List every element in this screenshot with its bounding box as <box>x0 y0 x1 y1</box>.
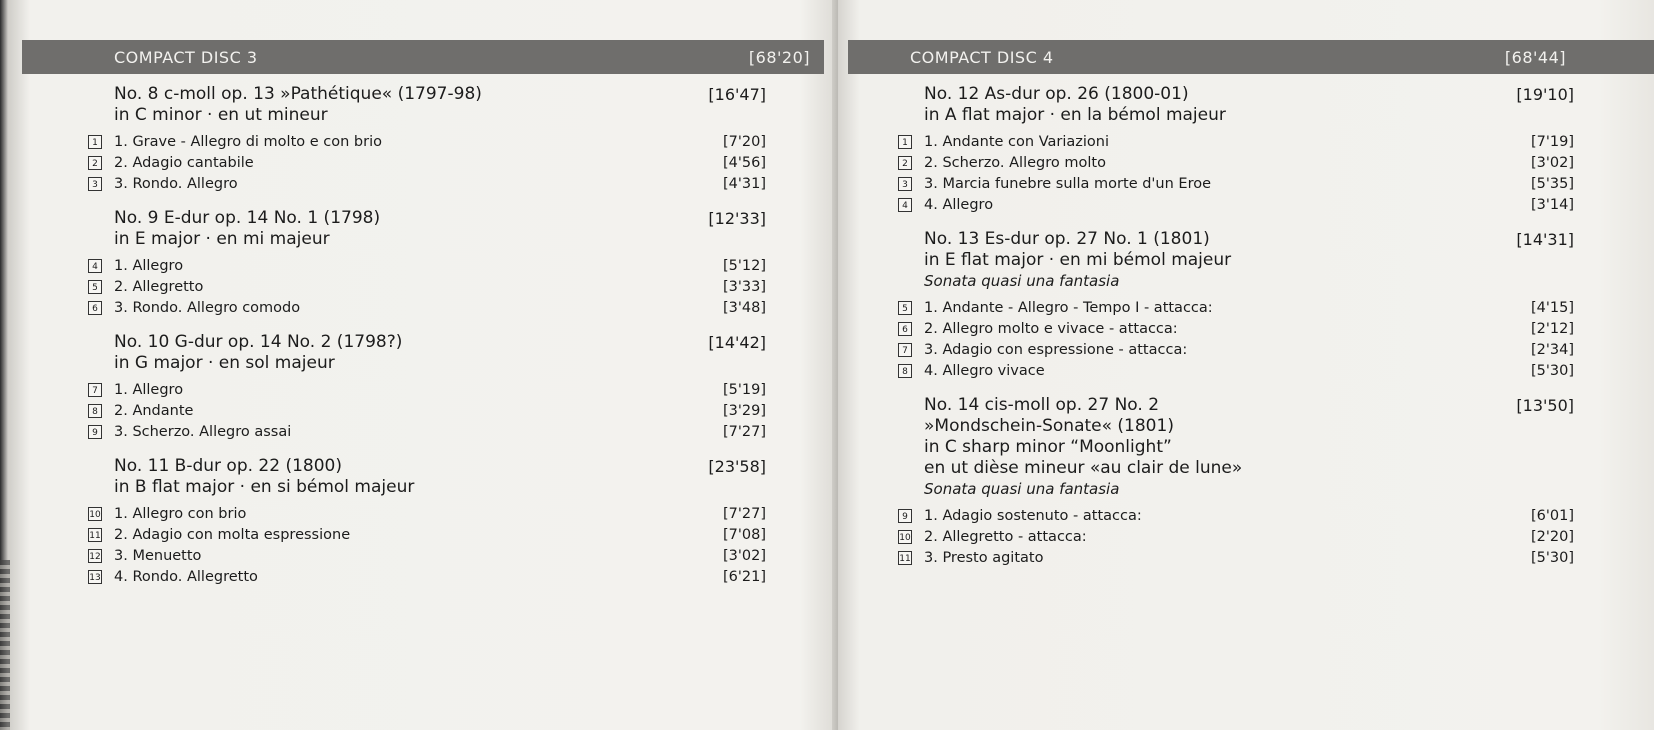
movement-row <box>92 379 766 400</box>
movement-duration: [2'12] <box>1531 320 1574 337</box>
sonata-title-line: No. 10 G-dur op. 14 No. 2 (1798?) <box>114 332 403 352</box>
movement-duration: [3'02] <box>1531 154 1574 171</box>
disc-header-band <box>22 40 824 74</box>
movement-duration: [3'33] <box>723 278 766 295</box>
movement-row <box>89 545 766 566</box>
movement-duration: [2'34] <box>1531 341 1574 358</box>
movement-row <box>92 297 766 318</box>
movement-row <box>902 131 1574 152</box>
sonata-heading <box>924 84 1574 126</box>
movement-title: 1. Allegro <box>114 257 184 274</box>
movement-row <box>902 360 1574 381</box>
movement-row <box>92 152 766 173</box>
track-number-box: 4 <box>898 198 912 212</box>
movement-duration: [6'21] <box>723 568 766 585</box>
track-number-box: 9 <box>898 509 912 523</box>
movement-duration: [7'27] <box>723 423 766 440</box>
movement-row <box>92 255 766 276</box>
sonata-duration: [13'50] <box>1516 396 1574 415</box>
sonata-title-line: in E flat major · en mi bémol majeur <box>924 250 1232 270</box>
track-number-box: 7 <box>898 343 912 357</box>
disc-label: COMPACT DISC 3 <box>114 47 258 67</box>
sonata-title <box>114 456 414 498</box>
track-number-box: 4 <box>88 259 102 273</box>
track-number-box: 7 <box>88 383 102 397</box>
movement-row <box>92 131 766 152</box>
movement-row <box>902 297 1574 318</box>
sonata-title <box>114 208 380 250</box>
movement-duration: [3'29] <box>723 402 766 419</box>
track-number-box: 2 <box>898 156 912 170</box>
sonata-entry <box>902 229 1574 381</box>
sonata-title-line: No. 12 As-dur op. 26 (1800-01) <box>924 84 1189 104</box>
sonata-title <box>924 395 1242 500</box>
sonata-title <box>114 84 482 126</box>
movement-duration: [7'19] <box>1531 133 1574 150</box>
track-number-box: 5 <box>88 280 102 294</box>
sonata-duration: [14'42] <box>708 333 766 352</box>
movement-title: 3. Presto agitato <box>924 549 1044 566</box>
movement-title: 1. Grave - Allegro di molto e con brio <box>114 133 382 150</box>
sonata-title-line: No. 11 B-dur op. 22 (1800) <box>114 456 342 476</box>
track-number-box: 8 <box>88 404 102 418</box>
sonata-title-line: in B flat major · en si bémol majeur <box>114 477 415 497</box>
disc-header-band <box>848 40 1654 74</box>
movement-list <box>89 503 766 587</box>
movement-title: 4. Rondo. Allegretto <box>114 568 258 585</box>
movement-title: 1. Andante con Variazioni <box>924 133 1109 150</box>
sonata-heading <box>114 208 766 250</box>
right-page <box>838 0 1654 730</box>
movement-list <box>92 379 766 442</box>
disc-duration: [68'20] <box>748 47 810 67</box>
sonata-title-line: in E major · en mi majeur <box>114 229 330 249</box>
movement-row <box>902 173 1574 194</box>
movement-row <box>89 524 766 545</box>
sonata-title-line: No. 14 cis-moll op. 27 No. 2 <box>924 395 1160 415</box>
track-number-box: 6 <box>88 301 102 315</box>
movement-duration: [3'02] <box>723 547 766 564</box>
movement-row <box>902 505 1574 526</box>
track-number-box: 3 <box>898 177 912 191</box>
sonata-subtitle: Sonata quasi una fantasia <box>924 272 1120 290</box>
movement-title: 1. Allegro con brio <box>114 505 247 522</box>
movement-title: 3. Scherzo. Allegro assai <box>114 423 292 440</box>
sonata-title-line: in G major · en sol majeur <box>114 353 335 373</box>
movement-title: 1. Andante - Allegro - Tempo I - attacca: <box>924 299 1213 316</box>
movement-title: 3. Menuetto <box>114 547 202 564</box>
track-number-box: 13 <box>88 570 102 584</box>
movement-duration: [5'19] <box>723 381 766 398</box>
movement-duration: [7'27] <box>723 505 766 522</box>
sonata-heading <box>114 84 766 126</box>
sonata-title-line: in C sharp minor “Moonlight” <box>924 437 1172 457</box>
movement-row <box>902 152 1574 173</box>
sonata-title-line: No. 13 Es-dur op. 27 No. 1 (1801) <box>924 229 1210 249</box>
disc-label: COMPACT DISC 4 <box>910 47 1054 67</box>
movement-duration: [3'14] <box>1531 196 1574 213</box>
movement-title: 2. Allegro molto e vivace - attacca: <box>924 320 1178 337</box>
sonata-entry <box>92 208 766 318</box>
sonata-entry <box>899 395 1574 568</box>
sonata-title-line: in C minor · en ut mineur <box>114 105 328 125</box>
movement-duration: [5'30] <box>1531 549 1574 566</box>
tracklist <box>89 84 766 601</box>
movement-title: 4. Allegro <box>924 196 994 213</box>
sonata-title-line: No. 9 E-dur op. 14 No. 1 (1798) <box>114 208 381 228</box>
movement-duration: [6'01] <box>1531 507 1574 524</box>
sonata-title <box>924 84 1226 126</box>
movement-list <box>92 255 766 318</box>
sonata-duration: [23'58] <box>708 457 766 476</box>
track-number-box: 10 <box>88 507 102 521</box>
movement-title: 3. Rondo. Allegro comodo <box>114 299 301 316</box>
sonata-heading <box>114 456 766 498</box>
movement-duration: [5'35] <box>1531 175 1574 192</box>
movement-row <box>89 503 766 524</box>
sonata-title-line: en ut dièse mineur «au clair de lune» <box>924 458 1243 478</box>
movement-row <box>89 566 766 587</box>
sonata-title-line: No. 8 c-moll op. 13 »Pathétique« (1797-98) <box>114 84 482 104</box>
track-number-box: 12 <box>88 549 102 563</box>
movement-row <box>899 526 1574 547</box>
movement-title: 2. Allegretto <box>114 278 204 295</box>
movement-title: 1. Adagio sostenuto - attacca: <box>924 507 1142 524</box>
movement-duration: [5'12] <box>723 257 766 274</box>
movement-duration: [4'31] <box>723 175 766 192</box>
movement-duration: [7'08] <box>723 526 766 543</box>
movement-row <box>92 276 766 297</box>
track-number-box: 2 <box>88 156 102 170</box>
sonata-heading <box>924 229 1574 292</box>
sonata-entry <box>92 84 766 194</box>
movement-title: 1. Allegro <box>114 381 184 398</box>
movement-row <box>902 194 1574 215</box>
movement-row <box>92 400 766 421</box>
movement-title: 4. Allegro vivace <box>924 362 1045 379</box>
movement-title: 2. Andante <box>114 402 194 419</box>
movement-list <box>92 131 766 194</box>
sonata-duration: [16'47] <box>708 85 766 104</box>
movement-duration: [2'20] <box>1531 528 1574 545</box>
sonata-title <box>114 332 402 374</box>
track-number-box: 5 <box>898 301 912 315</box>
sonata-duration: [14'31] <box>1516 230 1574 249</box>
track-number-box: 8 <box>898 364 912 378</box>
sonata-title-line: in A flat major · en la bémol majeur <box>924 105 1226 125</box>
movement-list <box>899 505 1574 568</box>
track-number-box: 6 <box>898 322 912 336</box>
track-number-box: 1 <box>898 135 912 149</box>
sonata-entry <box>902 84 1574 215</box>
sonata-duration: [19'10] <box>1516 85 1574 104</box>
movement-title: 3. Adagio con espressione - attacca: <box>924 341 1188 358</box>
tracklist <box>899 84 1574 582</box>
movement-duration: [7'20] <box>723 133 766 150</box>
movement-list <box>902 297 1574 381</box>
sonata-title <box>924 229 1231 292</box>
movement-row <box>902 318 1574 339</box>
sonata-heading <box>114 332 766 374</box>
track-number-box: 11 <box>88 528 102 542</box>
movement-title: 2. Adagio cantabile <box>114 154 254 171</box>
movement-title: 2. Scherzo. Allegro molto <box>924 154 1106 171</box>
movement-duration: [4'56] <box>723 154 766 171</box>
movement-row <box>92 173 766 194</box>
movement-list <box>902 131 1574 215</box>
movement-title: 2. Adagio con molta espressione <box>114 526 351 543</box>
track-number-box: 3 <box>88 177 102 191</box>
sonata-duration: [12'33] <box>708 209 766 228</box>
sonata-subtitle: Sonata quasi una fantasia <box>924 480 1120 498</box>
track-number-box: 10 <box>898 530 912 544</box>
track-number-box: 9 <box>88 425 102 439</box>
disc-duration: [68'44] <box>1504 47 1566 67</box>
sonata-title-line: »Mondschein-Sonate« (1801) <box>924 416 1174 436</box>
movement-duration: [4'15] <box>1531 299 1574 316</box>
movement-row <box>899 547 1574 568</box>
track-number-box: 1 <box>88 135 102 149</box>
movement-row <box>902 339 1574 360</box>
movement-title: 3. Marcia funebre sulla morte d'un Eroe <box>924 175 1212 192</box>
sonata-heading <box>924 395 1574 500</box>
sonata-entry <box>92 332 766 442</box>
movement-row <box>92 421 766 442</box>
movement-duration: [5'30] <box>1531 362 1574 379</box>
spine-edge-decoration <box>0 560 10 730</box>
movement-title: 2. Allegretto - attacca: <box>924 528 1087 545</box>
track-number-box: 11 <box>898 551 912 565</box>
sonata-entry <box>89 456 766 587</box>
movement-title: 3. Rondo. Allegro <box>114 175 238 192</box>
movement-duration: [3'48] <box>723 299 766 316</box>
